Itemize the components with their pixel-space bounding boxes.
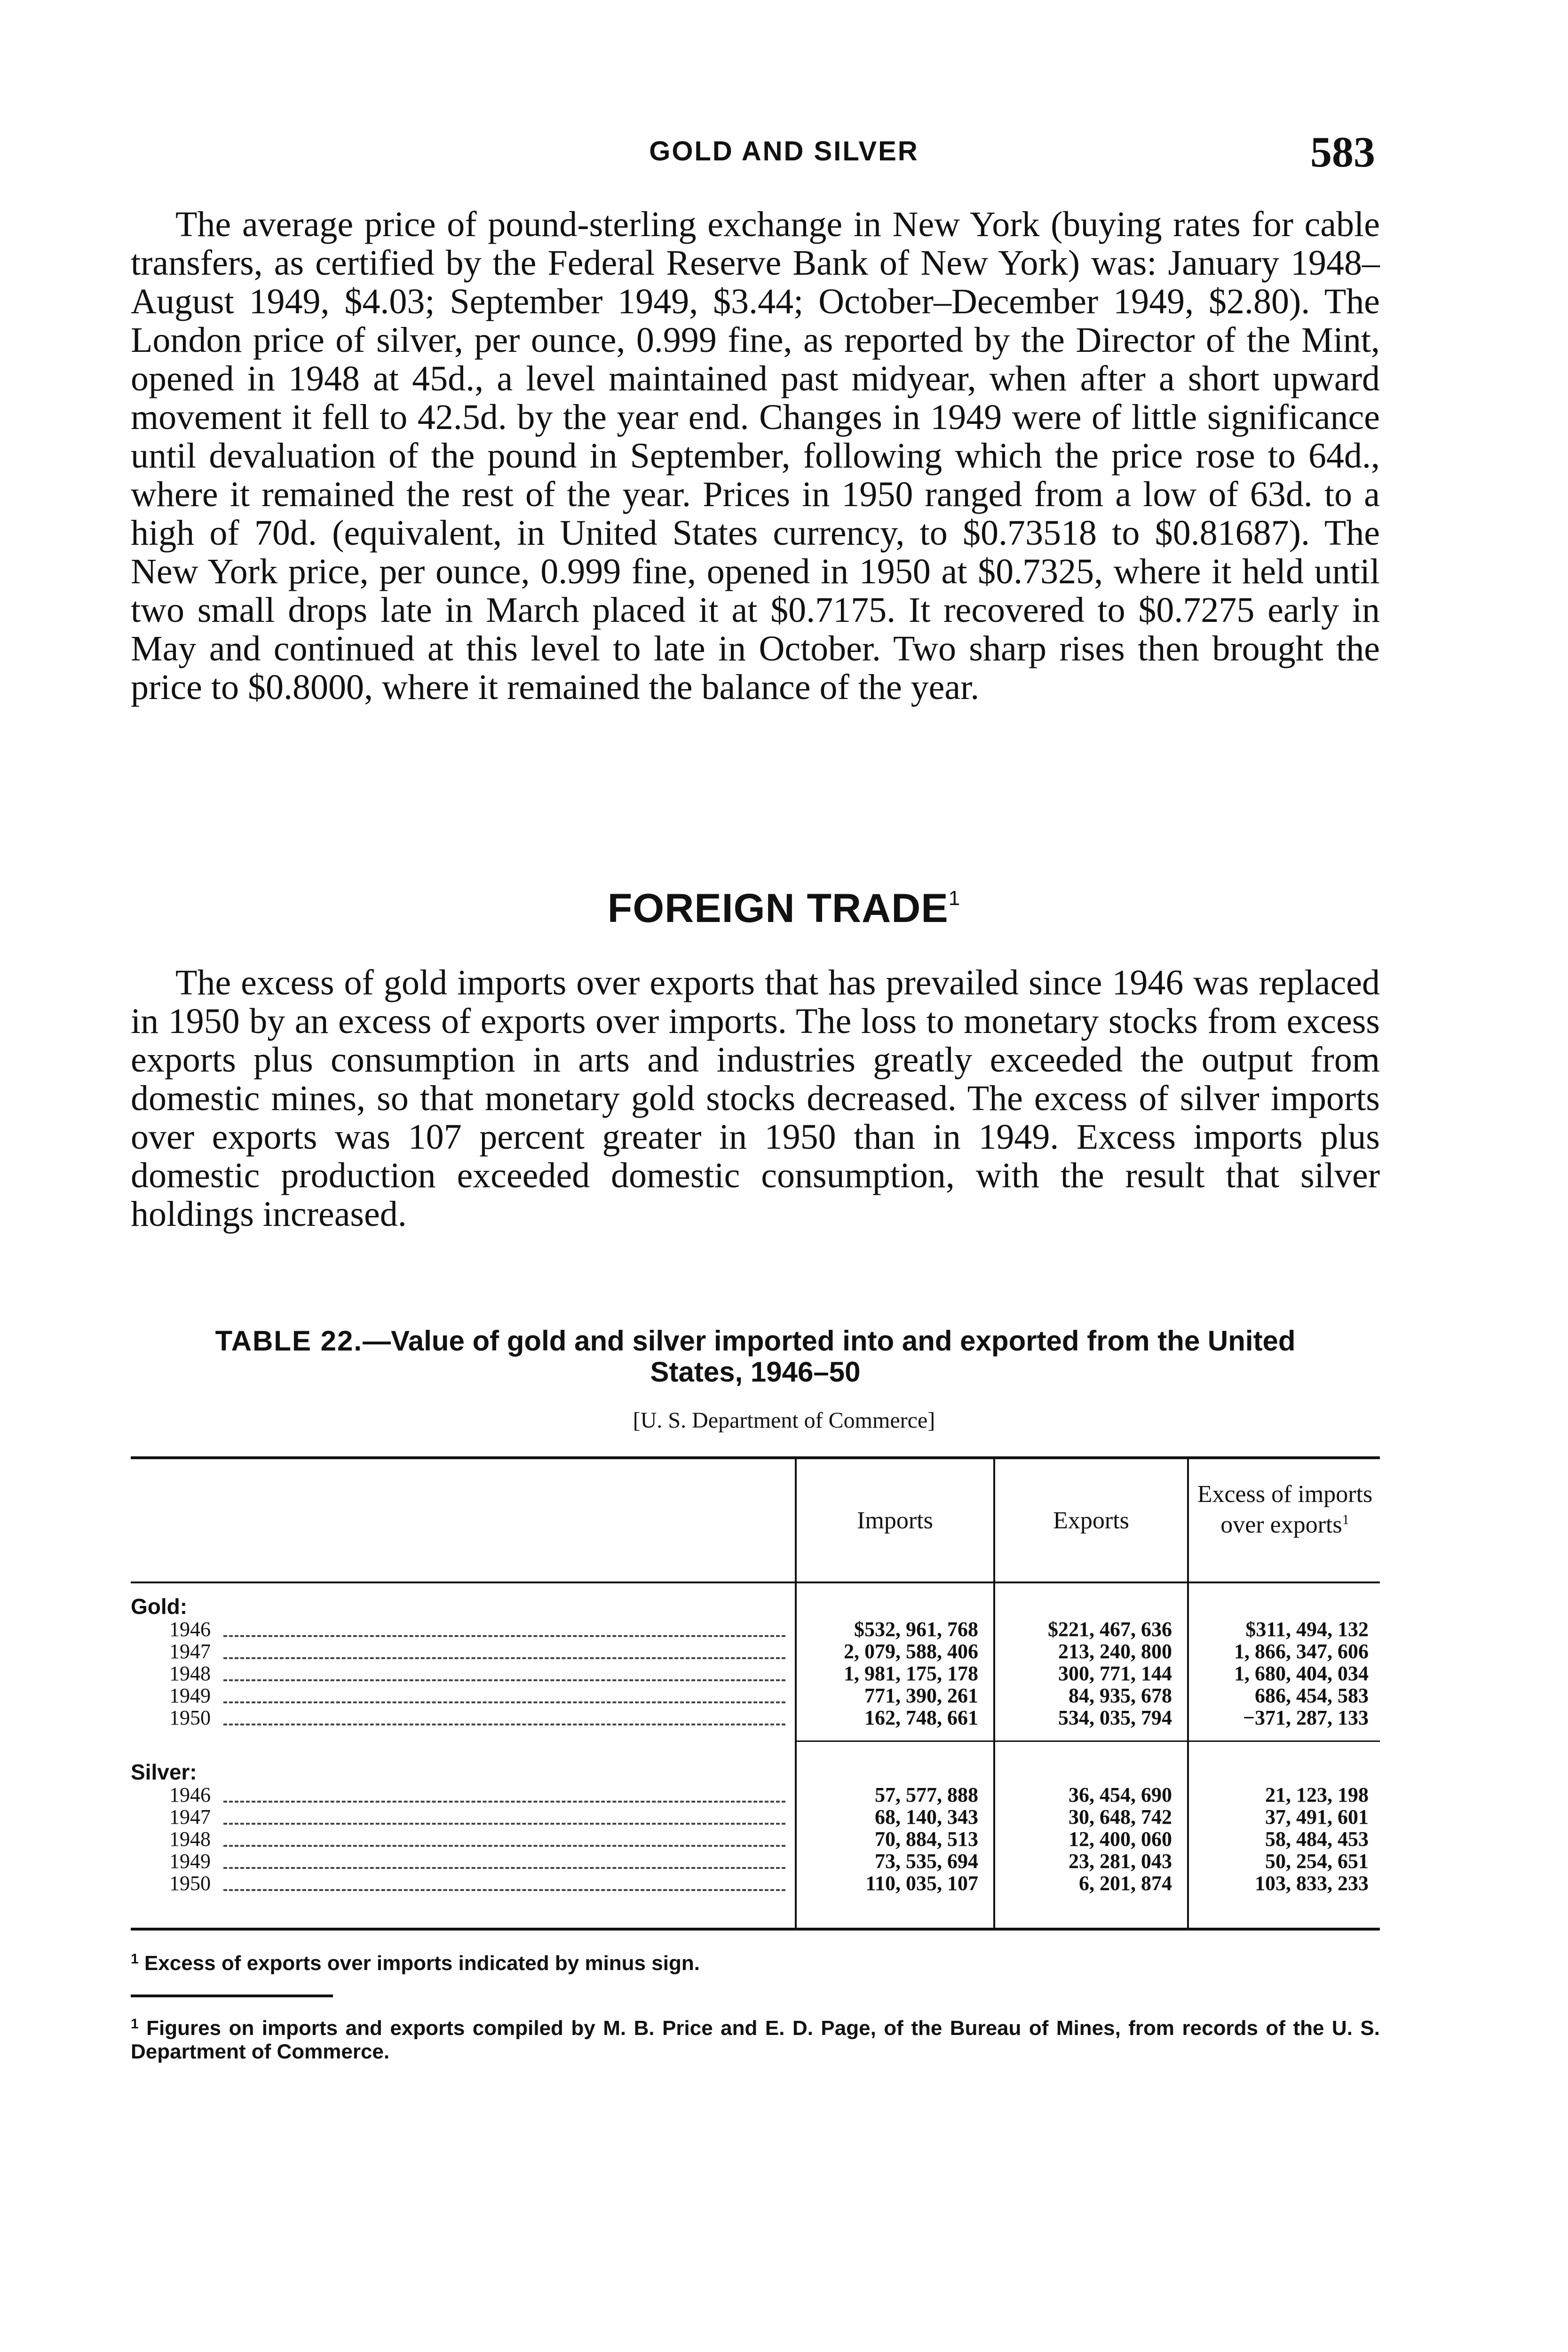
table-caption bbox=[131, 1326, 1380, 1388]
table-bottom-rule bbox=[131, 1928, 1380, 1931]
silver-exports-cell: 30, 648, 742 bbox=[1069, 1805, 1172, 1828]
table-footnote-mark: 1 bbox=[131, 1951, 139, 1967]
gold-row-year: 1947 bbox=[169, 1640, 211, 1663]
silver-imports-cell: 68, 140, 343 bbox=[875, 1805, 978, 1828]
dot-leader bbox=[223, 1657, 785, 1659]
dot-leader bbox=[223, 1635, 785, 1637]
gold-exports-cell: 213, 240, 800 bbox=[1058, 1640, 1172, 1663]
dot-leader bbox=[223, 1679, 785, 1681]
column-header-imports: Imports bbox=[857, 1507, 933, 1534]
page-footnote-text: Figures on imports and exports compiled by M. B. Price and E. D. Page, of the Bureau of Mines, from records of the U. S. Department of Commerce. bbox=[131, 2017, 1380, 2063]
table-caption-label: TABLE 22. bbox=[215, 1325, 363, 1357]
gold-imports-cell: 771, 390, 261 bbox=[864, 1684, 978, 1707]
gold-section-end-rule bbox=[797, 1740, 1380, 1742]
silver-excess-cell: 21, 123, 198 bbox=[1265, 1783, 1369, 1806]
gold-row-year: 1948 bbox=[169, 1662, 211, 1685]
dot-leader bbox=[223, 1724, 785, 1725]
silver-row-year: 1948 bbox=[169, 1828, 211, 1851]
silver-imports-cell: 57, 577, 888 bbox=[875, 1783, 978, 1806]
dot-leader bbox=[223, 1823, 785, 1825]
gold-excess-cell: −371, 287, 133 bbox=[1243, 1706, 1369, 1729]
gold-imports-cell: $532, 961, 768 bbox=[854, 1618, 978, 1641]
running-title: GOLD AND SILVER bbox=[649, 136, 919, 167]
footnote-separator bbox=[131, 1994, 333, 1997]
table-header-rule bbox=[131, 1581, 1380, 1583]
gold-exports-cell: $221, 467, 636 bbox=[1048, 1618, 1172, 1641]
gold-imports-cell: 2, 079, 588, 406 bbox=[844, 1640, 978, 1663]
silver-excess-cell: 103, 833, 233 bbox=[1255, 1872, 1369, 1895]
dot-leader bbox=[223, 1845, 785, 1847]
silver-exports-cell: 36, 454, 690 bbox=[1069, 1783, 1172, 1806]
silver-exports-cell: 23, 281, 043 bbox=[1069, 1850, 1172, 1873]
running-header bbox=[0, 127, 1568, 176]
column-header-exports: Exports bbox=[1053, 1507, 1129, 1534]
page-number: 583 bbox=[1310, 128, 1375, 176]
table-source: [U. S. Department of Commerce] bbox=[633, 1408, 935, 1433]
gold-excess-cell: 1, 680, 404, 034 bbox=[1234, 1662, 1369, 1685]
silver-row-year: 1950 bbox=[169, 1872, 211, 1895]
body-paragraph-1: The average price of pound-sterling exchange in New York (buying rates for cable transfers, as certified by the Federal Reserve Bank of New York) was: January 1948–August 1949, $4.03; September 1949, $3.44; October–December 1949, $2.80). The London price of silver, per ounce, 0.999 fine, as reported by the Director of the Mint, opened in 1948 at 45d., a level maintained past midyear, when after a short upward movement it fell to 42.5d. by the year end. Changes in 1949 were of little significance until devaluation of the pound in September, following which the price rose to 64d., where it remained the rest of the year. Prices in 1950 ranged from a low of 63d. to a high of 70d. (equivalent, in United States currency, to $0.73518 to $0.81687). The New York price, per ounce, 0.999 fine, opened in 1950 at $0.7325, where it held until two small drops late in March placed it at $0.7175. It recovered to $0.7275 early in May and continued at this level to late in October. Two sharp rises then brought the price to $0.8000, where it remained the balance of the year. bbox=[131, 205, 1380, 707]
table-footnote-text: Excess of exports over imports indicated by minus sign. bbox=[144, 1952, 700, 1975]
column-divider-3 bbox=[1187, 1459, 1189, 1928]
silver-excess-cell: 58, 484, 453 bbox=[1265, 1828, 1369, 1851]
gold-imports-cell: 162, 748, 661 bbox=[864, 1706, 978, 1729]
section-heading-footnote-mark: 1 bbox=[948, 887, 961, 910]
gold-row-year: 1946 bbox=[169, 1618, 211, 1641]
silver-imports-cell: 73, 535, 694 bbox=[875, 1850, 978, 1873]
silver-exports-cell: 6, 201, 874 bbox=[1079, 1872, 1172, 1895]
column-header-excess-footnote-mark: 1 bbox=[1342, 1512, 1349, 1527]
section-heading-text: FOREIGN TRADE bbox=[607, 886, 949, 931]
dot-leader bbox=[223, 1889, 785, 1891]
silver-row-year: 1949 bbox=[169, 1850, 211, 1873]
dot-leader bbox=[223, 1701, 785, 1703]
column-header-excess-text: Excess of imports over exports bbox=[1197, 1481, 1373, 1538]
table-top-rule bbox=[131, 1456, 1380, 1459]
table-caption-line-2: States, 1946–50 bbox=[650, 1356, 861, 1388]
gold-excess-cell: $311, 494, 132 bbox=[1245, 1618, 1369, 1641]
silver-group-label: Silver: bbox=[131, 1760, 197, 1784]
table-footnote bbox=[131, 1947, 1380, 1975]
gold-excess-cell: 686, 454, 583 bbox=[1255, 1684, 1369, 1707]
gold-row-year: 1949 bbox=[169, 1684, 211, 1707]
dot-leader bbox=[223, 1867, 785, 1869]
silver-exports-cell: 12, 400, 060 bbox=[1069, 1828, 1172, 1851]
silver-imports-cell: 70, 884, 513 bbox=[875, 1828, 978, 1851]
silver-row-year: 1946 bbox=[169, 1783, 211, 1806]
gold-exports-cell: 300, 771, 144 bbox=[1058, 1662, 1172, 1685]
silver-excess-cell: 50, 254, 651 bbox=[1265, 1850, 1369, 1873]
gold-exports-cell: 534, 035, 794 bbox=[1058, 1706, 1172, 1729]
page-footnote-mark: 1 bbox=[131, 2016, 139, 2032]
gold-excess-cell: 1, 866, 347, 606 bbox=[1234, 1640, 1369, 1663]
silver-row-year: 1947 bbox=[169, 1805, 211, 1828]
table-caption-line-1: —Value of gold and silver imported into and exported from the United bbox=[363, 1325, 1296, 1357]
body-paragraph-2: The excess of gold imports over exports that has prevailed since 1946 was replaced in 1950 by an excess of exports over imports. The loss to monetary stocks from excess exports plus consumption in arts and industries greatly exceeded the output from domestic mines, so that monetary gold stocks decreased. The excess of silver imports over exports was 107 percent greater in 1950 than in 1949. Excess imports plus domestic production exceeded domestic consumption, with the result that silver holdings increased. bbox=[131, 963, 1380, 1234]
silver-excess-cell: 37, 491, 601 bbox=[1265, 1805, 1369, 1828]
gold-group-label: Gold: bbox=[131, 1594, 188, 1619]
section-heading bbox=[0, 885, 1568, 932]
column-header-excess bbox=[1191, 1482, 1379, 1538]
dot-leader bbox=[223, 1801, 785, 1803]
gold-row-year: 1950 bbox=[169, 1706, 211, 1729]
silver-imports-cell: 110, 035, 107 bbox=[865, 1872, 978, 1895]
gold-imports-cell: 1, 981, 175, 178 bbox=[844, 1662, 978, 1685]
gold-exports-cell: 84, 935, 678 bbox=[1069, 1684, 1172, 1707]
page-footnote bbox=[131, 2012, 1380, 2064]
